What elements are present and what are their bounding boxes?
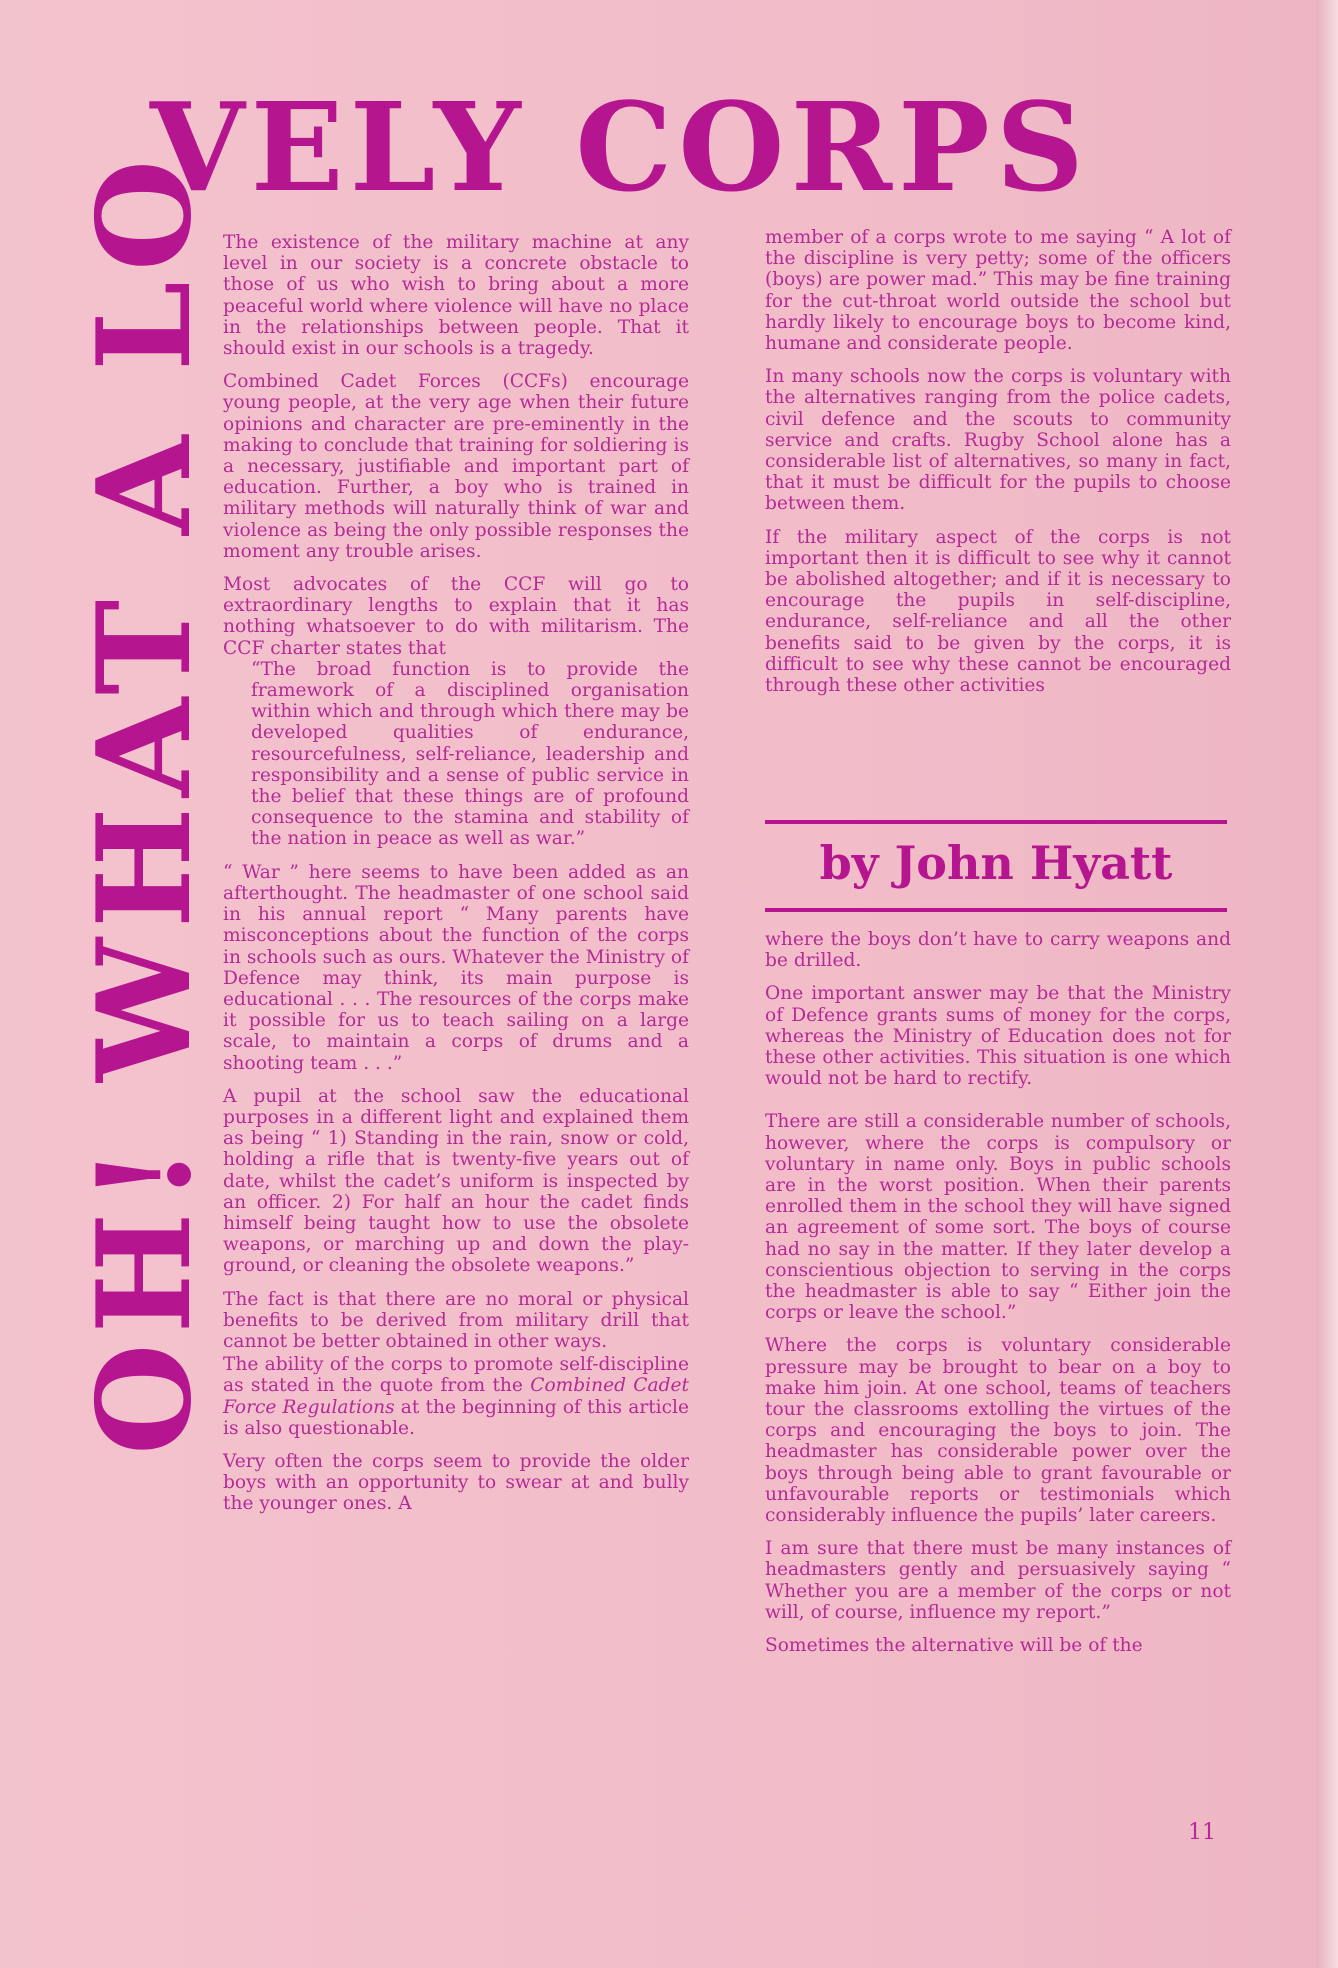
paragraph: A pupil at the school saw the educational purposes in a different light and explained them as being “ 1) Standing in the rain, snow or cold, holding a rifle that is twenty-five years out of date, whilst the cadet’s uniform is inspected by an officer. 2) For half an hour the cadet finds himself being taught how to use the obsolete weapons, or marching up and down the play-ground, or cleaning the obsolete weapons.” bbox=[223, 1085, 689, 1277]
byline-box bbox=[765, 820, 1227, 912]
paragraph: One important answer may be that the Ministry of Defence grants sums of money for the corps, whereas the Ministry of Education does not for these other activities. This situation is one which would not be hard to rectify. bbox=[765, 983, 1231, 1090]
headline-top: VELY CORPS bbox=[150, 75, 1090, 219]
article-column-right-bottom bbox=[765, 929, 1231, 1668]
charter-quote: “The broad function is to provide the framework of a disciplined organisation within which and through which there may be developed qualities of endurance, resourcefulness, self-reliance, leadership and responsibility and a sense of public service in the belief that these things are of profound consequence to the stamina and stability of the nation in peace as well as war.” bbox=[251, 658, 689, 850]
paragraph: Sometimes the alternative will be of the bbox=[765, 1635, 1143, 1657]
paragraph: The existence of the military machine at any level in our society is a concrete obstacle to those of us who wish to bring about a more peaceful world where violence will have no place in the relationships between people. That it should exist in our schools is a tragedy. bbox=[223, 232, 689, 360]
paragraph: I am sure that there must be many instances of headmasters gently and persuasively saying “ Whether you are a member of the corps or not will, of course, influence my report.” bbox=[765, 1538, 1231, 1623]
paragraph: where the boys don’t have to carry weapons and be drilled. bbox=[765, 929, 1231, 972]
author-byline: by John Hyatt bbox=[819, 836, 1173, 890]
paragraph: In many schools now the corps is voluntary with the alternatives ranging from the police cadets, civil defence and the scouts to community service and crafts. Rugby School alone has a considerable list of alternatives, so many in fact, that it must be difficult for the pupils to choose between them. bbox=[765, 366, 1231, 515]
article-column-right-top bbox=[765, 227, 1231, 708]
paragraph: Combined Cadet Forces (CCFs) encourage young people, at the very age when their future opinions and character are pre-eminently in the making to conclude that training for soldiering is a necessary, justifiable and important part of education. Further, a boy who is trained in military methods will naturally think of war and violence as being the only possible responses the moment any trouble arises. bbox=[223, 371, 689, 562]
paragraph: Very often the corps seem to provide the older boys with an opportunity to swear at and bully the younger ones. A bbox=[223, 1450, 689, 1515]
page-edge bbox=[1316, 0, 1338, 1968]
paragraph-regulations bbox=[223, 1354, 689, 1439]
text-run: The ability of the corps to promote self-discipline as stated in the quote from the bbox=[223, 1354, 689, 1397]
paragraph: Most advocates of the CCF will go to extraordinary lengths to explain that it has nothing whatsoever to do with militarism. The CCF charter states that bbox=[223, 574, 689, 659]
text-run: at the beginning of this article is also questionable. bbox=[223, 1396, 689, 1439]
paragraph: If the military aspect of the corps is not important then it is difficult to see why it cannot be abolished altogether; and if it is necessary to encourage the pupils in self-discipline, endurance, self-reliance and all the other benefits said to be given by the corps, it is difficult to see why these cannot be encouraged through these other activities bbox=[765, 526, 1231, 697]
paragraph: “ War ” here seems to have been added as an afterthought. The headmaster of one school said in his annual report “ Many parents have misconceptions about the function of the corps in schools such as ours. Whatever the Ministry of Defence may think, its main purpose is educational . . . The resources of the corps make it possible for us to teach sailing on a large scale, to maintain a corps of drums and a shooting team . . .” bbox=[223, 861, 689, 1074]
italic-title: Combined Cadet Force Regulations bbox=[223, 1375, 689, 1418]
paragraph: member of a corps wrote to me saying “ A lot of the discipline is very petty; some of the officers (boys) are power mad.” This may be fine training for the cut-throat world outside the school but hardly likely to encourage boys to become kind, humane and considerate people. bbox=[765, 227, 1231, 355]
article-column-left bbox=[223, 232, 689, 1527]
page-number: 11 bbox=[1188, 1820, 1216, 1845]
paragraph: There are still a considerable number of schools, however, where the corps is compulsory or voluntary in name only. Boys in public schools are in the worst position. When their parents enrolled them in the school they will have signed an agreement of some sort. The boys of course had no say in the matter. If they later develop a conscientious objection to serving in the corps the headmaster is able to say “ Either join the corps or leave the school.” bbox=[765, 1111, 1231, 1324]
headline-vertical: OH! WHAT A LO bbox=[70, 149, 220, 1455]
paragraph: Where the corps is voluntary considerable pressure may be brought to bear on a boy to make him join. At one school, teams of teachers tour the classrooms extolling the virtues of the corps and encouraging the boys to join. The headmaster has considerable power over the boys through being able to grant favourable or unfavourable reports or testimonials which considerably influence the pupils’ later careers. bbox=[765, 1335, 1231, 1527]
paragraph: The fact is that there are no moral or physical benefits to be derived from military drill that cannot be better obtained in other ways. bbox=[223, 1288, 689, 1352]
